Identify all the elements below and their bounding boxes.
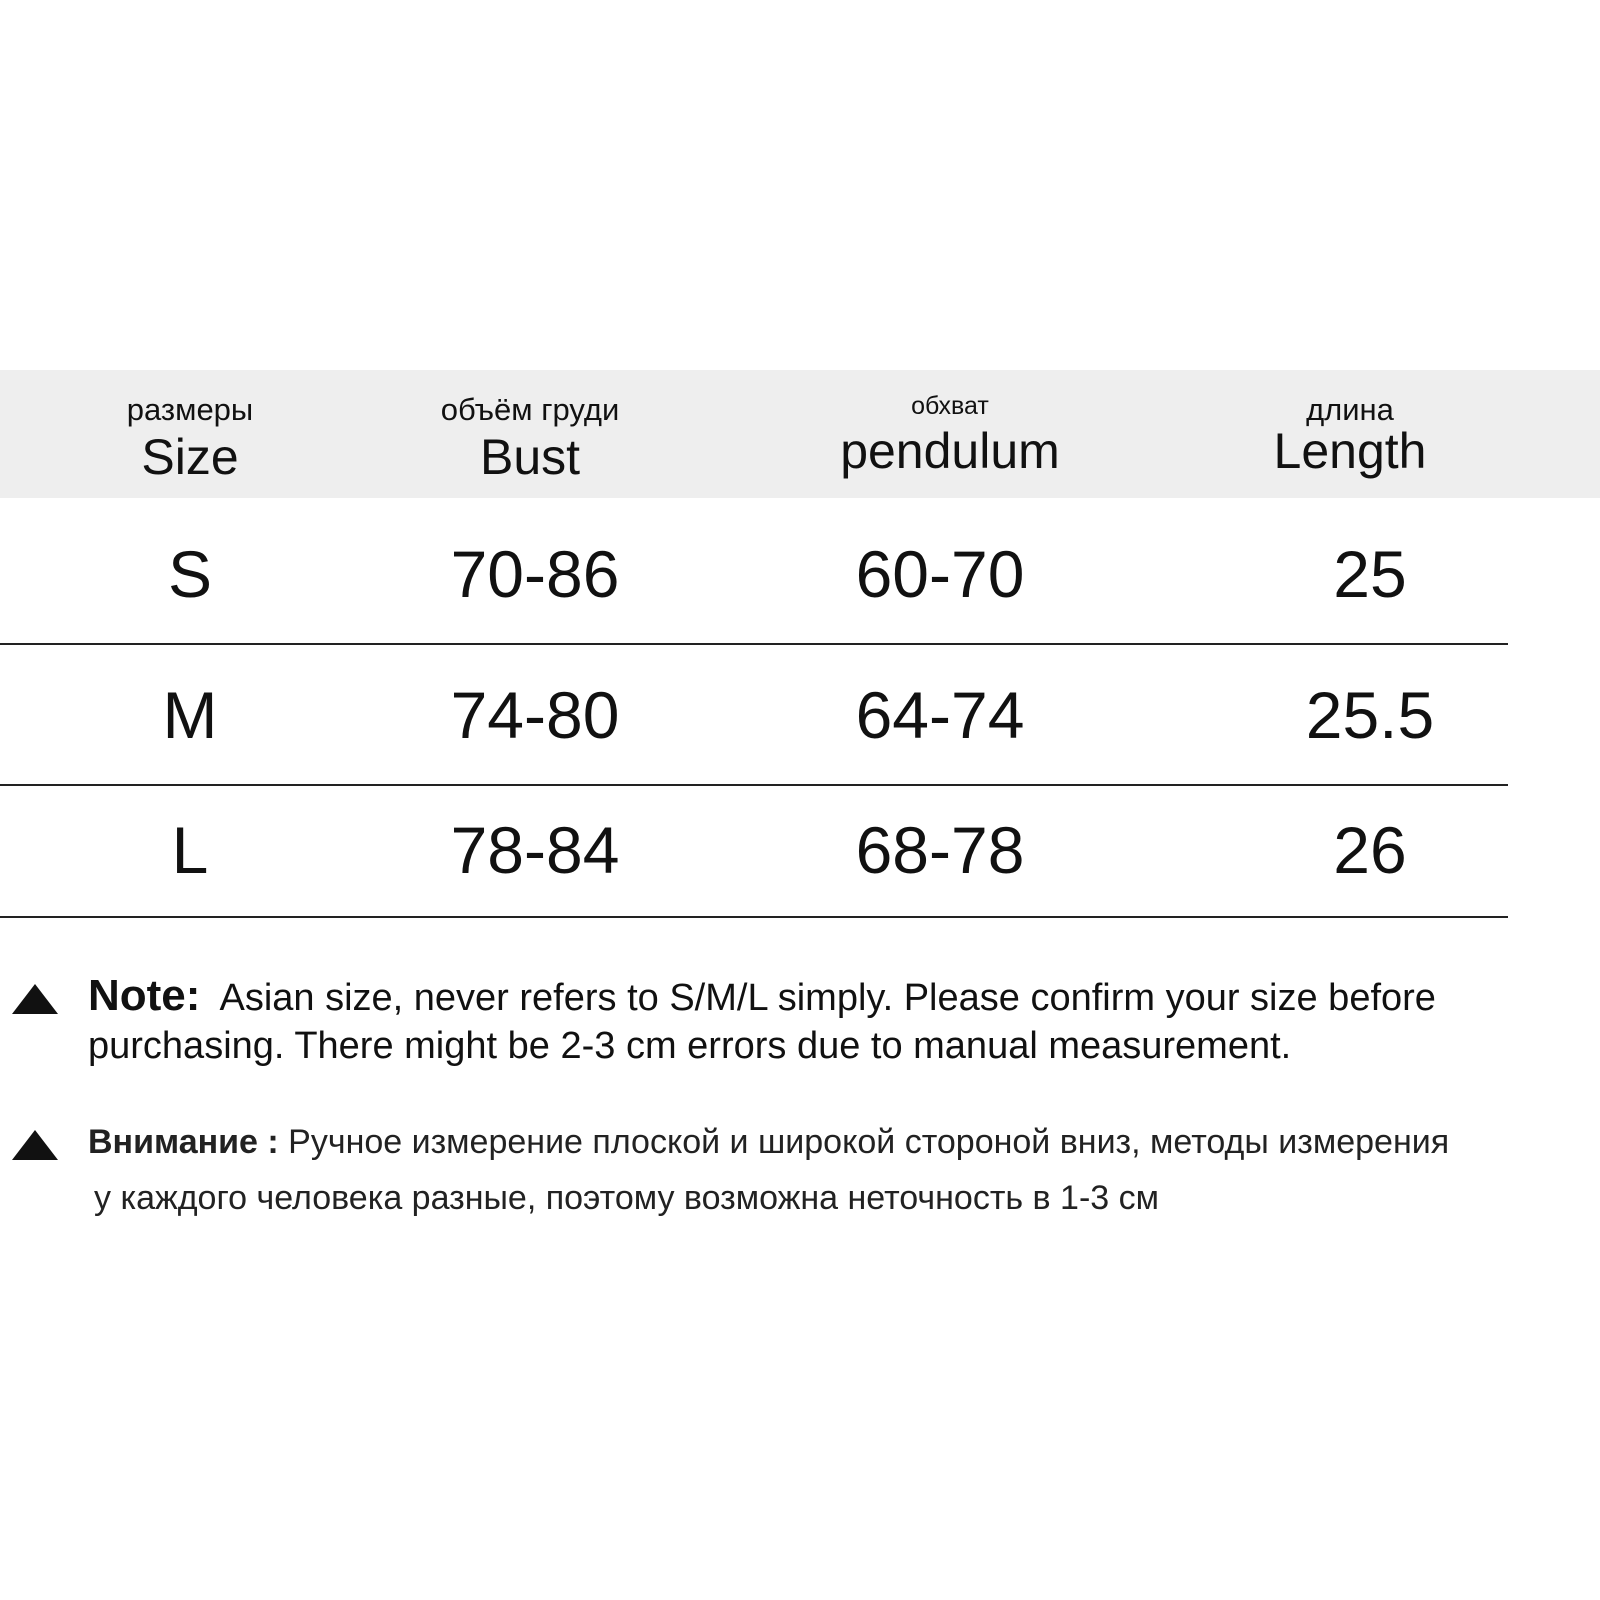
cell-bust: 78-84 <box>450 813 620 887</box>
header-bust-ru: объём груди <box>440 392 620 427</box>
triangle-up-icon <box>12 1130 58 1160</box>
cell-length: 25 <box>1333 537 1407 611</box>
header-pendulum-ru: обхват <box>911 392 989 420</box>
header-pendulum-en: pendulum <box>840 423 1060 479</box>
header-length-en: Length <box>1273 423 1427 479</box>
warning-label: Внимание : <box>88 1123 279 1161</box>
cell-pendulum: 68-78 <box>855 813 1025 887</box>
note-russian-text <box>88 1114 1568 1226</box>
header-bust <box>400 370 660 498</box>
header-bust-en: Bust <box>479 429 581 485</box>
note-label: Note: <box>88 971 201 1020</box>
note-english-text <box>88 972 1578 1070</box>
cell-bust: 74-80 <box>450 678 620 752</box>
size-table-header <box>0 370 1600 498</box>
cell-pendulum: 64-74 <box>855 678 1025 752</box>
note-body: Asian size, never refers to S/M/L simply. Please confirm your size before purchasing. There might be 2-3 cm errors due to manual measurement. <box>88 977 1436 1067</box>
cell-size: M <box>162 678 218 752</box>
warning-body-line2: у каждого человека разные, поэтому возможна неточность в 1-3 см <box>94 1179 1160 1217</box>
table-row <box>0 645 1600 785</box>
cell-length: 26 <box>1333 813 1407 887</box>
cell-size: L <box>171 813 209 887</box>
cell-size: S <box>167 537 213 611</box>
table-row <box>0 504 1600 644</box>
cell-bust: 70-86 <box>450 537 620 611</box>
row-divider <box>0 916 1508 918</box>
header-length-ru: длина <box>1306 392 1394 427</box>
header-length <box>1240 370 1460 498</box>
warning-body-line1: Ручное измерение плоской и широкой стороной вниз, методы измерения <box>288 1123 1450 1161</box>
triangle-up-icon <box>12 984 58 1014</box>
header-size-en: Size <box>141 429 239 485</box>
cell-length: 25.5 <box>1305 678 1435 752</box>
table-row <box>0 780 1600 920</box>
header-pendulum <box>820 370 1080 498</box>
header-size <box>90 370 290 498</box>
header-size-ru: размеры <box>126 392 254 427</box>
cell-pendulum: 60-70 <box>855 537 1025 611</box>
